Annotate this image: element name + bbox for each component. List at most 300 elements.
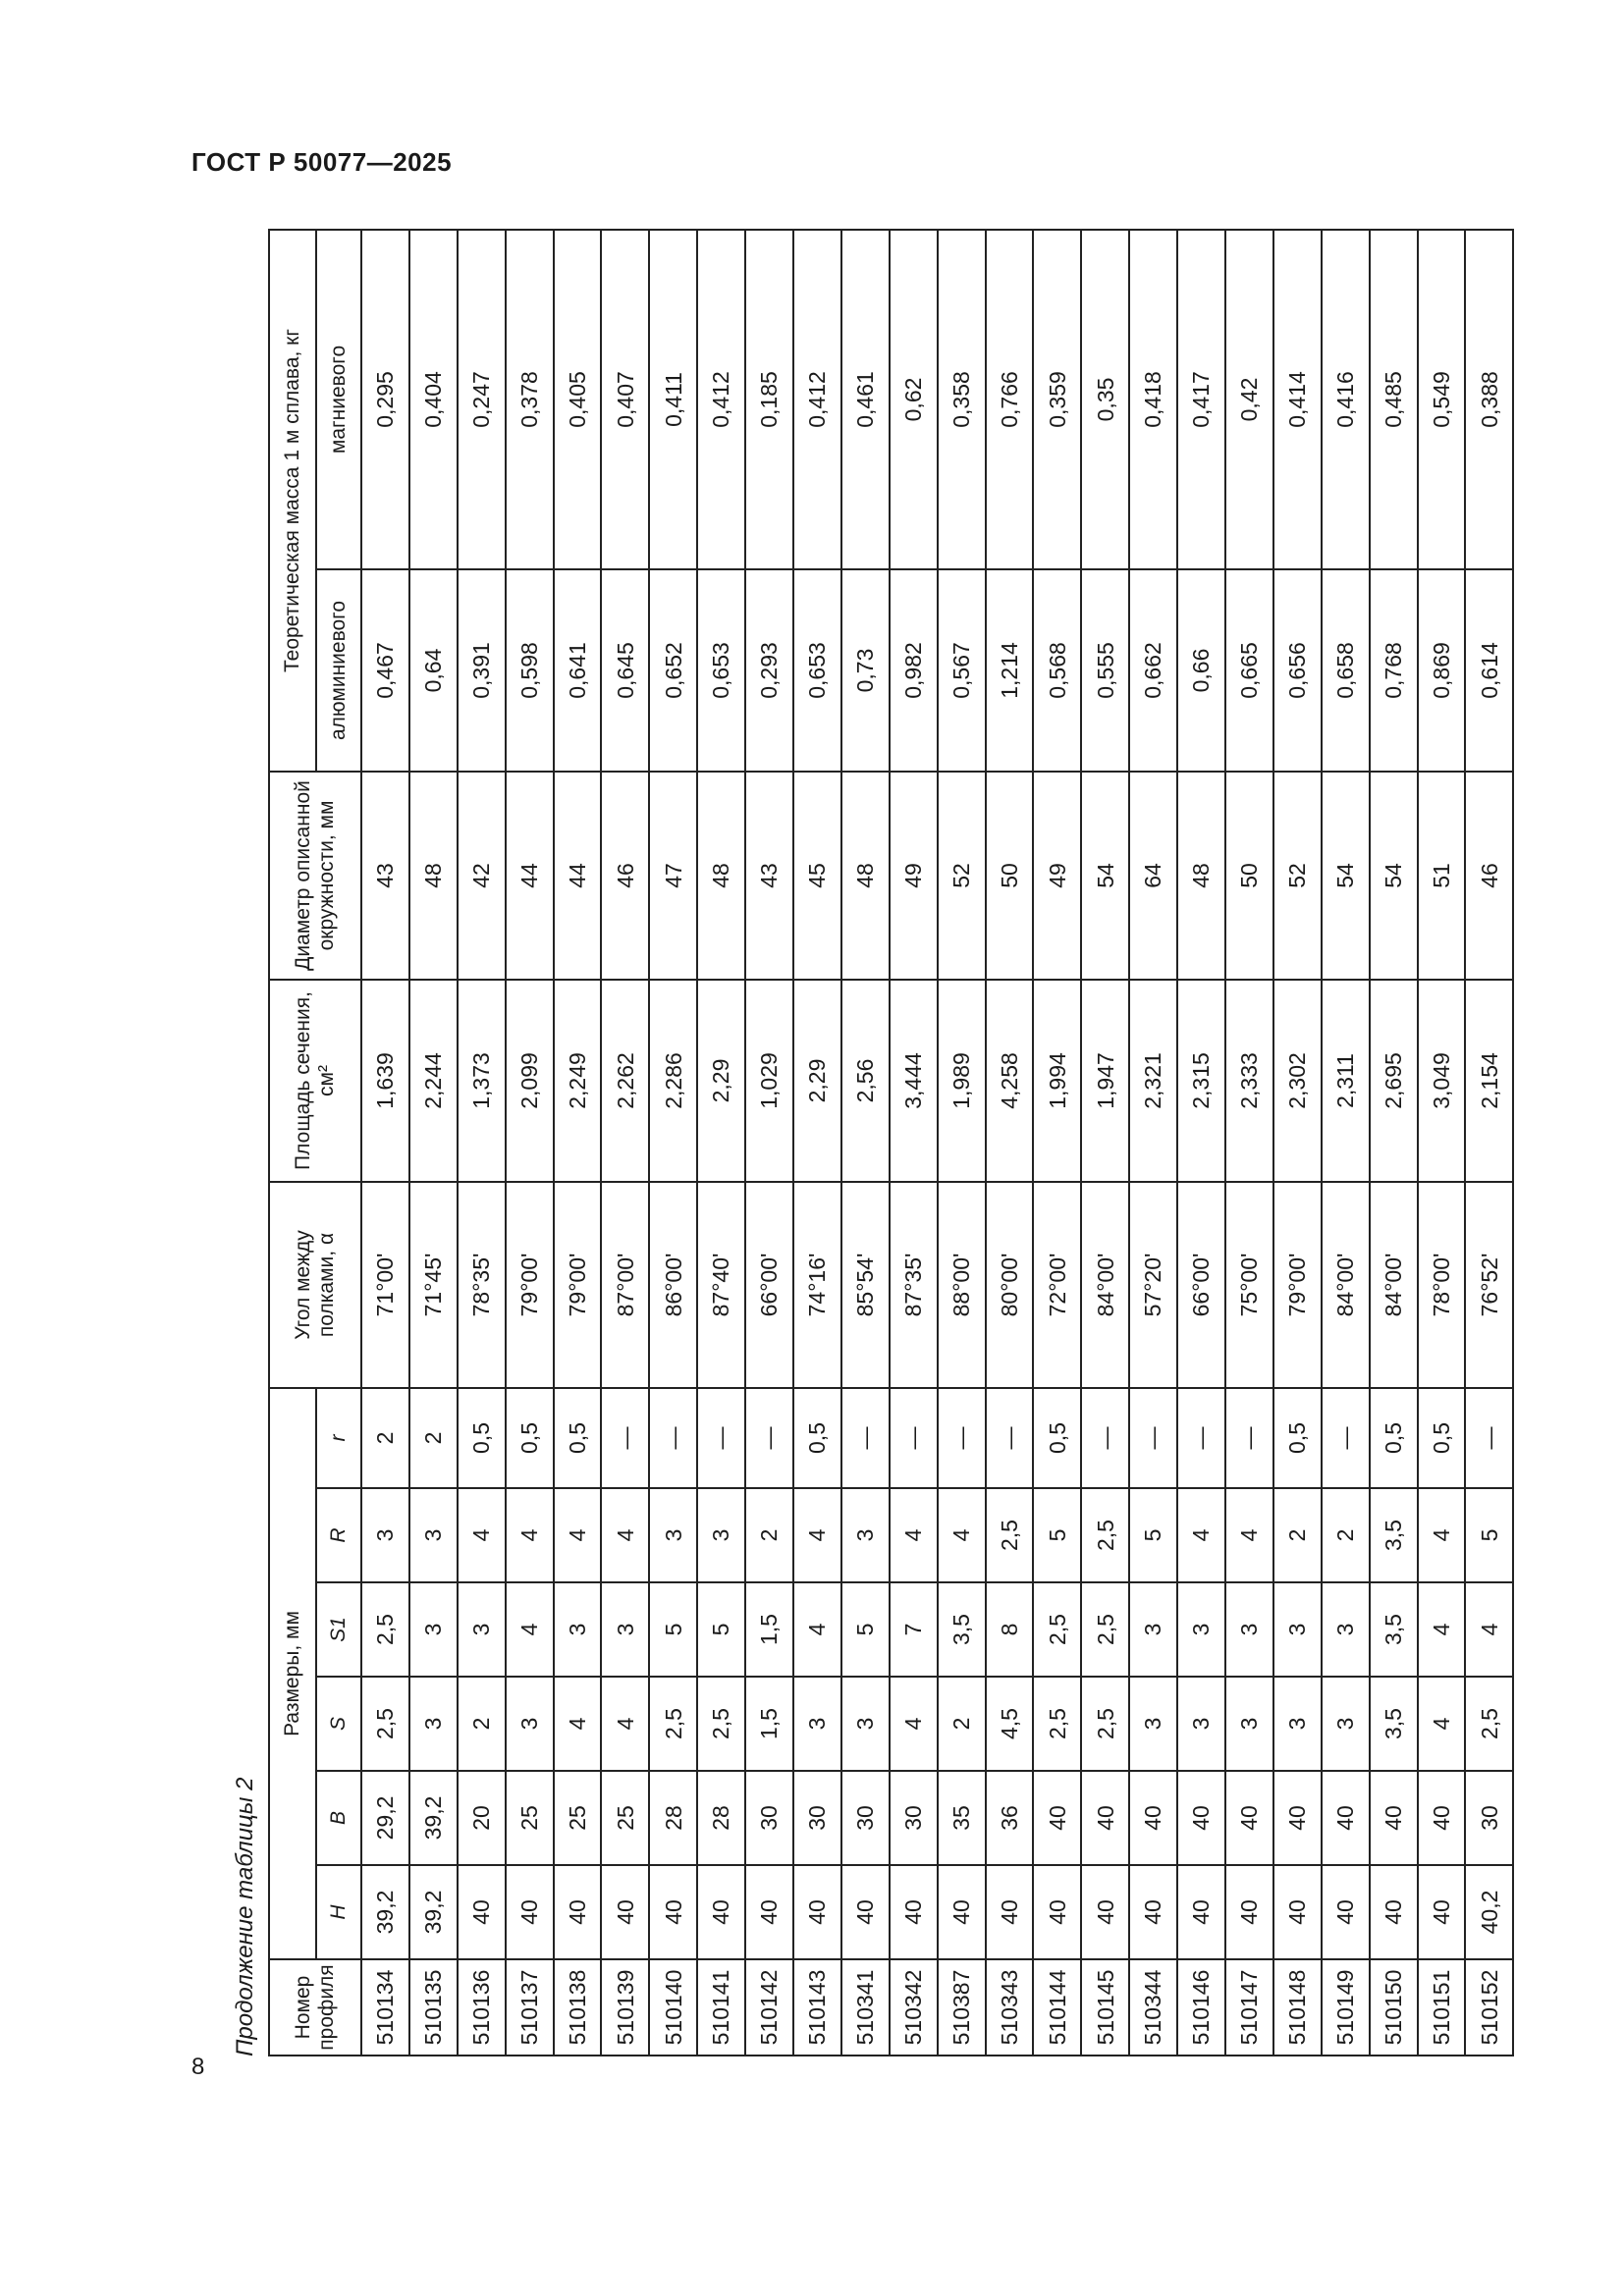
cell-r-upper: 3,5 xyxy=(1370,1488,1418,1582)
cell-angle: 76°52' xyxy=(1465,1182,1513,1388)
cell-s: 3 xyxy=(1129,1677,1177,1771)
cell-s1: 3 xyxy=(1273,1582,1322,1677)
cell-r-upper: 3 xyxy=(409,1488,458,1582)
cell-mass-aluminium: 0,656 xyxy=(1273,569,1322,772)
cell-angle: 78°00' xyxy=(1418,1182,1466,1388)
cell-area: 2,695 xyxy=(1370,980,1418,1182)
cell-r-lower: — xyxy=(1177,1388,1225,1488)
table-row xyxy=(1465,230,1513,2056)
cell-angle: 71°45' xyxy=(409,1182,458,1388)
cell-diameter: 52 xyxy=(1273,772,1322,980)
cell-diameter: 48 xyxy=(1177,772,1225,980)
cell-angle: 79°00' xyxy=(506,1182,554,1388)
cell-diameter: 45 xyxy=(793,772,841,980)
cell-profile-number: 510343 xyxy=(986,1959,1034,2056)
cell-r-lower: — xyxy=(649,1388,697,1488)
cell-area: 3,049 xyxy=(1418,980,1466,1182)
cell-mass-magnesium: 0,42 xyxy=(1225,230,1273,569)
cell-mass-aluminium: 0,568 xyxy=(1033,569,1081,772)
cell-r-upper: 5 xyxy=(1129,1488,1177,1582)
cell-b: 28 xyxy=(649,1771,697,1865)
cell-s: 2,5 xyxy=(697,1677,745,1771)
cell-r-upper: 4 xyxy=(506,1488,554,1582)
cell-area: 1,989 xyxy=(938,980,986,1182)
cell-s1: 3 xyxy=(1177,1582,1225,1677)
cell-angle: 88°00' xyxy=(938,1182,986,1388)
cell-h: 40 xyxy=(1273,1865,1322,1959)
cell-h: 40 xyxy=(841,1865,890,1959)
table-row xyxy=(458,230,506,2056)
table-row xyxy=(1081,230,1129,2056)
cell-b: 40 xyxy=(1033,1771,1081,1865)
header-mass-aluminium: алюминиевого xyxy=(316,569,361,772)
cell-h: 40 xyxy=(1033,1865,1081,1959)
cell-b: 20 xyxy=(458,1771,506,1865)
cell-mass-magnesium: 0,247 xyxy=(458,230,506,569)
profiles-table xyxy=(268,229,1514,2056)
cell-s: 3 xyxy=(506,1677,554,1771)
cell-area: 1,029 xyxy=(745,980,793,1182)
cell-area: 2,29 xyxy=(697,980,745,1182)
table-row xyxy=(745,230,793,2056)
cell-b: 35 xyxy=(938,1771,986,1865)
cell-diameter: 48 xyxy=(841,772,890,980)
cell-r-upper: 2 xyxy=(1273,1488,1322,1582)
cell-s1: 3 xyxy=(1322,1582,1370,1677)
rotated-table-block xyxy=(226,231,1502,2056)
table-row xyxy=(1129,230,1177,2056)
cell-mass-aluminium: 0,982 xyxy=(890,569,938,772)
cell-profile-number: 510145 xyxy=(1081,1959,1129,2056)
cell-r-lower: 0,5 xyxy=(458,1388,506,1488)
cell-r-upper: 2,5 xyxy=(986,1488,1034,1582)
cell-s: 4 xyxy=(554,1677,602,1771)
cell-s: 3 xyxy=(793,1677,841,1771)
cell-r-upper: 4 xyxy=(1177,1488,1225,1582)
cell-s1: 4 xyxy=(506,1582,554,1677)
header-dim-s: S xyxy=(316,1677,361,1771)
cell-area: 2,262 xyxy=(601,980,649,1182)
cell-angle: 66°00' xyxy=(745,1182,793,1388)
cell-r-lower: — xyxy=(938,1388,986,1488)
cell-b: 40 xyxy=(1370,1771,1418,1865)
cell-r-upper: 5 xyxy=(1033,1488,1081,1582)
cell-profile-number: 510134 xyxy=(361,1959,409,2056)
cell-diameter: 50 xyxy=(986,772,1034,980)
cell-mass-aluminium: 0,391 xyxy=(458,569,506,772)
cell-s: 3 xyxy=(1177,1677,1225,1771)
cell-mass-magnesium: 0,412 xyxy=(793,230,841,569)
cell-r-lower: — xyxy=(697,1388,745,1488)
cell-mass-magnesium: 0,295 xyxy=(361,230,409,569)
cell-mass-aluminium: 0,652 xyxy=(649,569,697,772)
header-dim-s1: S1 xyxy=(316,1582,361,1677)
cell-angle: 71°00' xyxy=(361,1182,409,1388)
cell-s: 2,5 xyxy=(1465,1677,1513,1771)
cell-area: 2,154 xyxy=(1465,980,1513,1182)
cell-mass-aluminium: 0,645 xyxy=(601,569,649,772)
cell-mass-aluminium: 0,555 xyxy=(1081,569,1129,772)
header-diameter: Диаметр описанной окружности, мм xyxy=(269,772,361,980)
cell-s1: 3 xyxy=(601,1582,649,1677)
cell-area: 2,311 xyxy=(1322,980,1370,1182)
cell-r-lower: 2 xyxy=(409,1388,458,1488)
cell-area: 2,286 xyxy=(649,980,697,1182)
cell-b: 39,2 xyxy=(409,1771,458,1865)
cell-b: 30 xyxy=(745,1771,793,1865)
cell-s: 2 xyxy=(458,1677,506,1771)
cell-h: 40 xyxy=(1081,1865,1129,1959)
cell-b: 30 xyxy=(890,1771,938,1865)
cell-s1: 3 xyxy=(1129,1582,1177,1677)
cell-mass-aluminium: 0,665 xyxy=(1225,569,1273,772)
cell-area: 2,244 xyxy=(409,980,458,1182)
cell-h: 39,2 xyxy=(409,1865,458,1959)
cell-angle: 79°00' xyxy=(1273,1182,1322,1388)
cell-b: 29,2 xyxy=(361,1771,409,1865)
table-row xyxy=(793,230,841,2056)
table-row xyxy=(1418,230,1466,2056)
cell-mass-aluminium: 0,598 xyxy=(506,569,554,772)
cell-r-upper: 4 xyxy=(554,1488,602,1582)
cell-mass-magnesium: 0,62 xyxy=(890,230,938,569)
cell-mass-aluminium: 0,768 xyxy=(1370,569,1418,772)
cell-h: 40 xyxy=(1129,1865,1177,1959)
header-dim-r-upper: R xyxy=(316,1488,361,1582)
cell-s: 3 xyxy=(409,1677,458,1771)
cell-s: 3 xyxy=(1225,1677,1273,1771)
cell-r-upper: 4 xyxy=(938,1488,986,1582)
cell-angle: 85°54' xyxy=(841,1182,890,1388)
cell-diameter: 44 xyxy=(554,772,602,980)
cell-diameter: 64 xyxy=(1129,772,1177,980)
cell-profile-number: 510152 xyxy=(1465,1959,1513,2056)
table-row xyxy=(506,230,554,2056)
cell-profile-number: 510136 xyxy=(458,1959,506,2056)
cell-h: 40 xyxy=(554,1865,602,1959)
cell-s: 4 xyxy=(1418,1677,1466,1771)
cell-mass-aluminium: 1,214 xyxy=(986,569,1034,772)
cell-s: 2,5 xyxy=(1081,1677,1129,1771)
cell-profile-number: 510148 xyxy=(1273,1959,1322,2056)
cell-s1: 3 xyxy=(554,1582,602,1677)
cell-r-lower: — xyxy=(1465,1388,1513,1488)
cell-r-upper: 3 xyxy=(649,1488,697,1582)
cell-mass-magnesium: 0,35 xyxy=(1081,230,1129,569)
cell-diameter: 42 xyxy=(458,772,506,980)
cell-diameter: 46 xyxy=(1465,772,1513,980)
cell-mass-aluminium: 0,653 xyxy=(697,569,745,772)
cell-h: 40,2 xyxy=(1465,1865,1513,1959)
cell-s1: 2,5 xyxy=(361,1582,409,1677)
cell-b: 25 xyxy=(554,1771,602,1865)
cell-angle: 87°35' xyxy=(890,1182,938,1388)
cell-r-lower: — xyxy=(745,1388,793,1488)
cell-diameter: 43 xyxy=(745,772,793,980)
cell-r-upper: 3 xyxy=(697,1488,745,1582)
cell-h: 40 xyxy=(601,1865,649,1959)
table-row xyxy=(697,230,745,2056)
cell-h: 40 xyxy=(1322,1865,1370,1959)
table-row xyxy=(601,230,649,2056)
cell-h: 40 xyxy=(1370,1865,1418,1959)
header-dim-r-lower: r xyxy=(316,1388,361,1488)
cell-s: 2,5 xyxy=(361,1677,409,1771)
cell-r-upper: 4 xyxy=(1225,1488,1273,1582)
cell-angle: 87°00' xyxy=(601,1182,649,1388)
cell-mass-aluminium: 0,614 xyxy=(1465,569,1513,772)
cell-r-lower: — xyxy=(986,1388,1034,1488)
cell-h: 40 xyxy=(649,1865,697,1959)
cell-area: 3,444 xyxy=(890,980,938,1182)
cell-angle: 79°00' xyxy=(554,1182,602,1388)
cell-area: 2,321 xyxy=(1129,980,1177,1182)
table-row xyxy=(986,230,1034,2056)
cell-r-lower: — xyxy=(601,1388,649,1488)
cell-s: 2 xyxy=(938,1677,986,1771)
cell-profile-number: 510149 xyxy=(1322,1959,1370,2056)
cell-diameter: 54 xyxy=(1081,772,1129,980)
cell-r-upper: 2 xyxy=(1322,1488,1370,1582)
cell-s1: 4 xyxy=(793,1582,841,1677)
cell-r-lower: 2 xyxy=(361,1388,409,1488)
cell-b: 36 xyxy=(986,1771,1034,1865)
cell-h: 40 xyxy=(1225,1865,1273,1959)
cell-mass-aluminium: 0,653 xyxy=(793,569,841,772)
cell-r-upper: 4 xyxy=(1418,1488,1466,1582)
cell-diameter: 54 xyxy=(1322,772,1370,980)
cell-angle: 66°00' xyxy=(1177,1182,1225,1388)
table-caption: Продолжение таблицы 2 xyxy=(232,1777,258,2056)
cell-r-lower: — xyxy=(890,1388,938,1488)
cell-mass-magnesium: 0,412 xyxy=(697,230,745,569)
cell-b: 40 xyxy=(1129,1771,1177,1865)
header-dimensions: Размеры, мм xyxy=(269,1388,316,1959)
cell-b: 40 xyxy=(1177,1771,1225,1865)
cell-b: 40 xyxy=(1225,1771,1273,1865)
table-row xyxy=(1322,230,1370,2056)
cell-area: 2,249 xyxy=(554,980,602,1182)
cell-mass-magnesium: 0,359 xyxy=(1033,230,1081,569)
cell-mass-magnesium: 0,416 xyxy=(1322,230,1370,569)
cell-diameter: 47 xyxy=(649,772,697,980)
cell-b: 28 xyxy=(697,1771,745,1865)
cell-area: 2,099 xyxy=(506,980,554,1182)
header-profile-number: Номер профиля xyxy=(269,1959,361,2056)
table-row xyxy=(1033,230,1081,2056)
header-angle: Угол между полками, α xyxy=(269,1182,361,1388)
cell-mass-aluminium: 0,641 xyxy=(554,569,602,772)
cell-diameter: 43 xyxy=(361,772,409,980)
cell-r-lower: 0,5 xyxy=(1273,1388,1322,1488)
cell-profile-number: 510141 xyxy=(697,1959,745,2056)
cell-mass-magnesium: 0,404 xyxy=(409,230,458,569)
cell-diameter: 51 xyxy=(1418,772,1466,980)
cell-s: 3 xyxy=(841,1677,890,1771)
cell-h: 40 xyxy=(697,1865,745,1959)
cell-area: 2,333 xyxy=(1225,980,1273,1182)
cell-s1: 5 xyxy=(841,1582,890,1677)
cell-diameter: 48 xyxy=(409,772,458,980)
cell-s1: 3 xyxy=(1225,1582,1273,1677)
cell-mass-magnesium: 0,485 xyxy=(1370,230,1418,569)
cell-diameter: 49 xyxy=(1033,772,1081,980)
cell-h: 40 xyxy=(938,1865,986,1959)
cell-diameter: 48 xyxy=(697,772,745,980)
cell-diameter: 54 xyxy=(1370,772,1418,980)
cell-h: 40 xyxy=(1418,1865,1466,1959)
cell-mass-magnesium: 0,185 xyxy=(745,230,793,569)
cell-r-upper: 4 xyxy=(458,1488,506,1582)
cell-s1: 8 xyxy=(986,1582,1034,1677)
cell-s1: 3,5 xyxy=(938,1582,986,1677)
cell-profile-number: 510139 xyxy=(601,1959,649,2056)
cell-profile-number: 510142 xyxy=(745,1959,793,2056)
cell-angle: 84°00' xyxy=(1322,1182,1370,1388)
cell-r-upper: 3 xyxy=(361,1488,409,1582)
cell-angle: 78°35' xyxy=(458,1182,506,1388)
cell-area: 2,56 xyxy=(841,980,890,1182)
table-row xyxy=(1225,230,1273,2056)
header-dim-h: H xyxy=(316,1865,361,1959)
cell-area: 1,994 xyxy=(1033,980,1081,1182)
cell-area: 2,29 xyxy=(793,980,841,1182)
cell-area: 2,302 xyxy=(1273,980,1322,1182)
table-row xyxy=(890,230,938,2056)
cell-mass-magnesium: 0,358 xyxy=(938,230,986,569)
cell-area: 4,258 xyxy=(986,980,1034,1182)
cell-angle: 86°00' xyxy=(649,1182,697,1388)
cell-profile-number: 510150 xyxy=(1370,1959,1418,2056)
cell-s1: 5 xyxy=(649,1582,697,1677)
cell-mass-aluminium: 0,73 xyxy=(841,569,890,772)
cell-diameter: 50 xyxy=(1225,772,1273,980)
cell-h: 40 xyxy=(745,1865,793,1959)
cell-profile-number: 510137 xyxy=(506,1959,554,2056)
cell-mass-magnesium: 0,417 xyxy=(1177,230,1225,569)
cell-s1: 2,5 xyxy=(1033,1582,1081,1677)
cell-profile-number: 510143 xyxy=(793,1959,841,2056)
cell-diameter: 52 xyxy=(938,772,986,980)
cell-r-lower: 0,5 xyxy=(793,1388,841,1488)
cell-mass-aluminium: 0,66 xyxy=(1177,569,1225,772)
cell-mass-aluminium: 0,467 xyxy=(361,569,409,772)
cell-s1: 3,5 xyxy=(1370,1582,1418,1677)
header-area: Площадь сечения, см² xyxy=(269,980,361,1182)
cell-mass-magnesium: 0,414 xyxy=(1273,230,1322,569)
cell-profile-number: 510138 xyxy=(554,1959,602,2056)
cell-b: 30 xyxy=(841,1771,890,1865)
cell-diameter: 49 xyxy=(890,772,938,980)
cell-profile-number: 510147 xyxy=(1225,1959,1273,2056)
header-mass: Теоретическая масса 1 м сплава, кг xyxy=(269,230,316,772)
cell-r-upper: 4 xyxy=(601,1488,649,1582)
table-row xyxy=(361,230,409,2056)
cell-profile-number: 510344 xyxy=(1129,1959,1177,2056)
cell-mass-magnesium: 0,549 xyxy=(1418,230,1466,569)
cell-b: 30 xyxy=(793,1771,841,1865)
cell-angle: 75°00' xyxy=(1225,1182,1273,1388)
cell-angle: 57°20' xyxy=(1129,1182,1177,1388)
cell-mass-magnesium: 0,461 xyxy=(841,230,890,569)
cell-b: 25 xyxy=(506,1771,554,1865)
cell-h: 40 xyxy=(986,1865,1034,1959)
table-row xyxy=(841,230,890,2056)
cell-profile-number: 510341 xyxy=(841,1959,890,2056)
cell-profile-number: 510146 xyxy=(1177,1959,1225,2056)
cell-area: 1,639 xyxy=(361,980,409,1182)
cell-s: 4,5 xyxy=(986,1677,1034,1771)
cell-mass-aluminium: 0,64 xyxy=(409,569,458,772)
table-row xyxy=(409,230,458,2056)
cell-profile-number: 510140 xyxy=(649,1959,697,2056)
cell-profile-number: 510342 xyxy=(890,1959,938,2056)
cell-b: 25 xyxy=(601,1771,649,1865)
header-dim-b: B xyxy=(316,1771,361,1865)
cell-r-lower: — xyxy=(1322,1388,1370,1488)
cell-mass-aluminium: 0,293 xyxy=(745,569,793,772)
cell-mass-magnesium: 0,405 xyxy=(554,230,602,569)
cell-s1: 1,5 xyxy=(745,1582,793,1677)
cell-angle: 74°16' xyxy=(793,1182,841,1388)
cell-profile-number: 510151 xyxy=(1418,1959,1466,2056)
cell-r-upper: 4 xyxy=(793,1488,841,1582)
cell-s1: 5 xyxy=(697,1582,745,1677)
cell-s: 1,5 xyxy=(745,1677,793,1771)
cell-mass-magnesium: 0,418 xyxy=(1129,230,1177,569)
table-body xyxy=(361,230,1513,2056)
cell-s1: 4 xyxy=(1418,1582,1466,1677)
table-row xyxy=(554,230,602,2056)
table-row xyxy=(1177,230,1225,2056)
cell-r-upper: 2,5 xyxy=(1081,1488,1129,1582)
cell-r-lower: — xyxy=(1225,1388,1273,1488)
cell-s: 2,5 xyxy=(1033,1677,1081,1771)
cell-r-upper: 5 xyxy=(1465,1488,1513,1582)
cell-area: 1,373 xyxy=(458,980,506,1182)
header-mass-magnesium: магниевого xyxy=(316,230,361,569)
cell-b: 40 xyxy=(1322,1771,1370,1865)
cell-r-lower: 0,5 xyxy=(1033,1388,1081,1488)
cell-r-lower: 0,5 xyxy=(506,1388,554,1488)
cell-profile-number: 510135 xyxy=(409,1959,458,2056)
cell-s: 3 xyxy=(1322,1677,1370,1771)
cell-r-lower: — xyxy=(1081,1388,1129,1488)
cell-profile-number: 510144 xyxy=(1033,1959,1081,2056)
cell-r-lower: — xyxy=(1129,1388,1177,1488)
document-header: ГОСТ Р 50077—2025 xyxy=(191,147,453,177)
cell-h: 40 xyxy=(793,1865,841,1959)
cell-angle: 84°00' xyxy=(1081,1182,1129,1388)
cell-r-upper: 2 xyxy=(745,1488,793,1582)
cell-r-lower: — xyxy=(841,1388,890,1488)
cell-r-lower: 0,5 xyxy=(554,1388,602,1488)
cell-h: 39,2 xyxy=(361,1865,409,1959)
table-row xyxy=(649,230,697,2056)
cell-h: 40 xyxy=(506,1865,554,1959)
cell-angle: 80°00' xyxy=(986,1182,1034,1388)
cell-r-lower: 0,5 xyxy=(1418,1388,1466,1488)
cell-s: 2,5 xyxy=(649,1677,697,1771)
cell-mass-magnesium: 0,378 xyxy=(506,230,554,569)
table-row xyxy=(1273,230,1322,2056)
cell-b: 40 xyxy=(1081,1771,1129,1865)
cell-area: 2,315 xyxy=(1177,980,1225,1182)
table-row xyxy=(1370,230,1418,2056)
cell-s: 4 xyxy=(601,1677,649,1771)
cell-s: 4 xyxy=(890,1677,938,1771)
cell-mass-aluminium: 0,567 xyxy=(938,569,986,772)
